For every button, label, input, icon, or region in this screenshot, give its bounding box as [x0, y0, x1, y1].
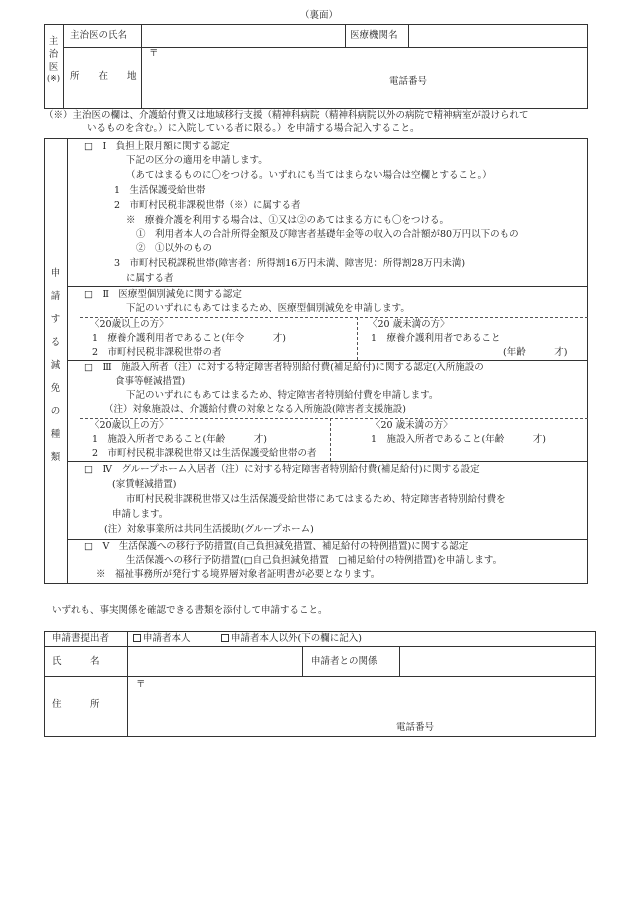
part3-title: □ Ⅲ 施設入所者（注）に対する特定障害者特別給付費(補足給付)に関する認定(入所施設の	[84, 362, 484, 373]
institution-label: 医療機関名	[350, 30, 398, 41]
part2-right-item: 1 療養介護利用者であること	[371, 333, 501, 344]
part4-line: 市町村民税非課税世帯又は生活保護受給世帯にあてはまるため、特定障害者特別給付費を	[126, 494, 506, 505]
part1-line: ① 利用者本人の合計所得金額及び障害者基礎年金等の収入の合計額が80万円以下のもの	[136, 229, 519, 240]
part3-right-header: 〈20 歳未満の方〉	[371, 420, 453, 431]
page-header: （裏面）	[300, 10, 339, 21]
part2-left-item: 2 市町村民税非課税世帯の者	[92, 347, 222, 358]
part1-line: 3 市町村民税課税世帯(障害者：所得割16万円未満、障害児：所得割28万円未満)	[114, 258, 466, 269]
submitter-name-label: 氏 名	[52, 656, 100, 667]
relation-label: 申請者との関係	[311, 656, 378, 667]
part1-line: 1 生活保護受給世帯	[114, 185, 206, 196]
doctor-note-line2: いるものを含む。）に入院している者に限る。）を申請する場合記入すること。	[87, 123, 420, 134]
part4-title2: (家賃軽減措置)	[112, 479, 177, 490]
part3-left-item: 2 市町村民税非課税世帯又は生活保護受給世帯の者	[92, 448, 317, 459]
doctor-note-line1: （※）主治医の欄は、介護給付費又は地域移行支援（精神科病院（精神科病院以外の病院で精神病室が設けられて	[44, 110, 529, 121]
doctor-side-label: 主 治 医 (※)	[47, 36, 60, 84]
submitter-phone-label: 電話番号	[396, 722, 435, 733]
option-self[interactable]: 申請者本人	[133, 633, 191, 645]
part5-note: ※ 福祉事務所が発行する境界層対象者証明書が必要となります。	[96, 569, 381, 580]
part1-line: ② ①以外のもの	[136, 243, 213, 254]
part5-line: 生活保護への移行予防措置(□自己負担減免措置 □補足給付の特例措置)を申請します。	[126, 555, 503, 566]
part3-title2: 食事等軽減措置)	[115, 376, 186, 387]
part1-line: 2 市町村民税非課税世帯（※）に属する者	[114, 200, 301, 211]
part2-left-header: 〈20歳以上の方〉	[90, 319, 169, 330]
part1-line: 下記の区分の適用を申請します。	[126, 155, 268, 166]
part2-title: □ Ⅱ 医療型個別減免に関する認定	[84, 289, 242, 300]
other-checkbox[interactable]	[221, 634, 229, 642]
part3-note: （注）対象施設は、介護給付費の対象となる入所施設(障害者支援施設)	[104, 404, 406, 415]
reduction-side-label: 申 請 す る 減 免 の 種 類	[50, 268, 61, 463]
submitter-label: 申請書提出者	[52, 633, 110, 644]
submitter-postal-mark: 〒	[136, 679, 146, 690]
doctor-phone-label: 電話番号	[389, 76, 428, 87]
part4-title: □ Ⅳ グループホーム入居者（注）に対する特定障害者特別給付費(補足給付)に関する設定	[84, 464, 480, 475]
part3-left-item: 1 施設入所者であること(年齢 才)	[92, 434, 267, 445]
part3-right-item: 1 施設入所者であること(年齢 才)	[371, 434, 546, 445]
submitter-address-label: 住 所	[52, 699, 100, 710]
attach-note: いずれも、事実関係を確認できる書類を添付して申請すること。	[52, 605, 328, 616]
part4-note: (注）対象事業所は共同生活援助(グループホーム)	[104, 524, 314, 535]
postal-mark: 〒	[149, 48, 159, 59]
part4-line: 申請します。	[112, 509, 169, 520]
part1-line: （あてはまるものに〇をつける。いずれにも当てはまらない場合は空欄とすること。）	[126, 170, 492, 181]
part2-left-item: 1 療養介護利用者であること(年令 才)	[92, 333, 286, 344]
part5-title: □ Ⅴ 生活保護への移行予防措置(自己負担減免措置、補足給付の特例措置)に関する認定	[84, 541, 469, 552]
part2-right-age: (年齢 才)	[503, 347, 568, 358]
part3-left-header: 〈20歳以上の方〉	[90, 420, 169, 431]
part1-line: ※ 療養介護を利用する場合は、①又は②のあてはまる方にも〇をつける。	[126, 215, 450, 226]
part1-title: □ Ⅰ 負担上限月額に関する認定	[84, 141, 230, 152]
option-other[interactable]: 申請者本人以外(下の欄に記入)	[221, 633, 362, 645]
doctor-name-label: 主治医の氏名	[70, 30, 128, 41]
self-checkbox[interactable]	[133, 634, 141, 642]
doctor-address-label: 所 在 地	[70, 71, 137, 82]
part2-line: 下記のいずれにもあてはまるため、医療型個別減免を申請します。	[126, 303, 410, 314]
part1-line: に属する者	[126, 273, 174, 284]
part2-right-header: 〈20 歳未満の方〉	[368, 319, 450, 330]
part3-line: 下記のいずれにもあてはまるため、特定障害者特別給付費を申請します。	[126, 390, 439, 401]
